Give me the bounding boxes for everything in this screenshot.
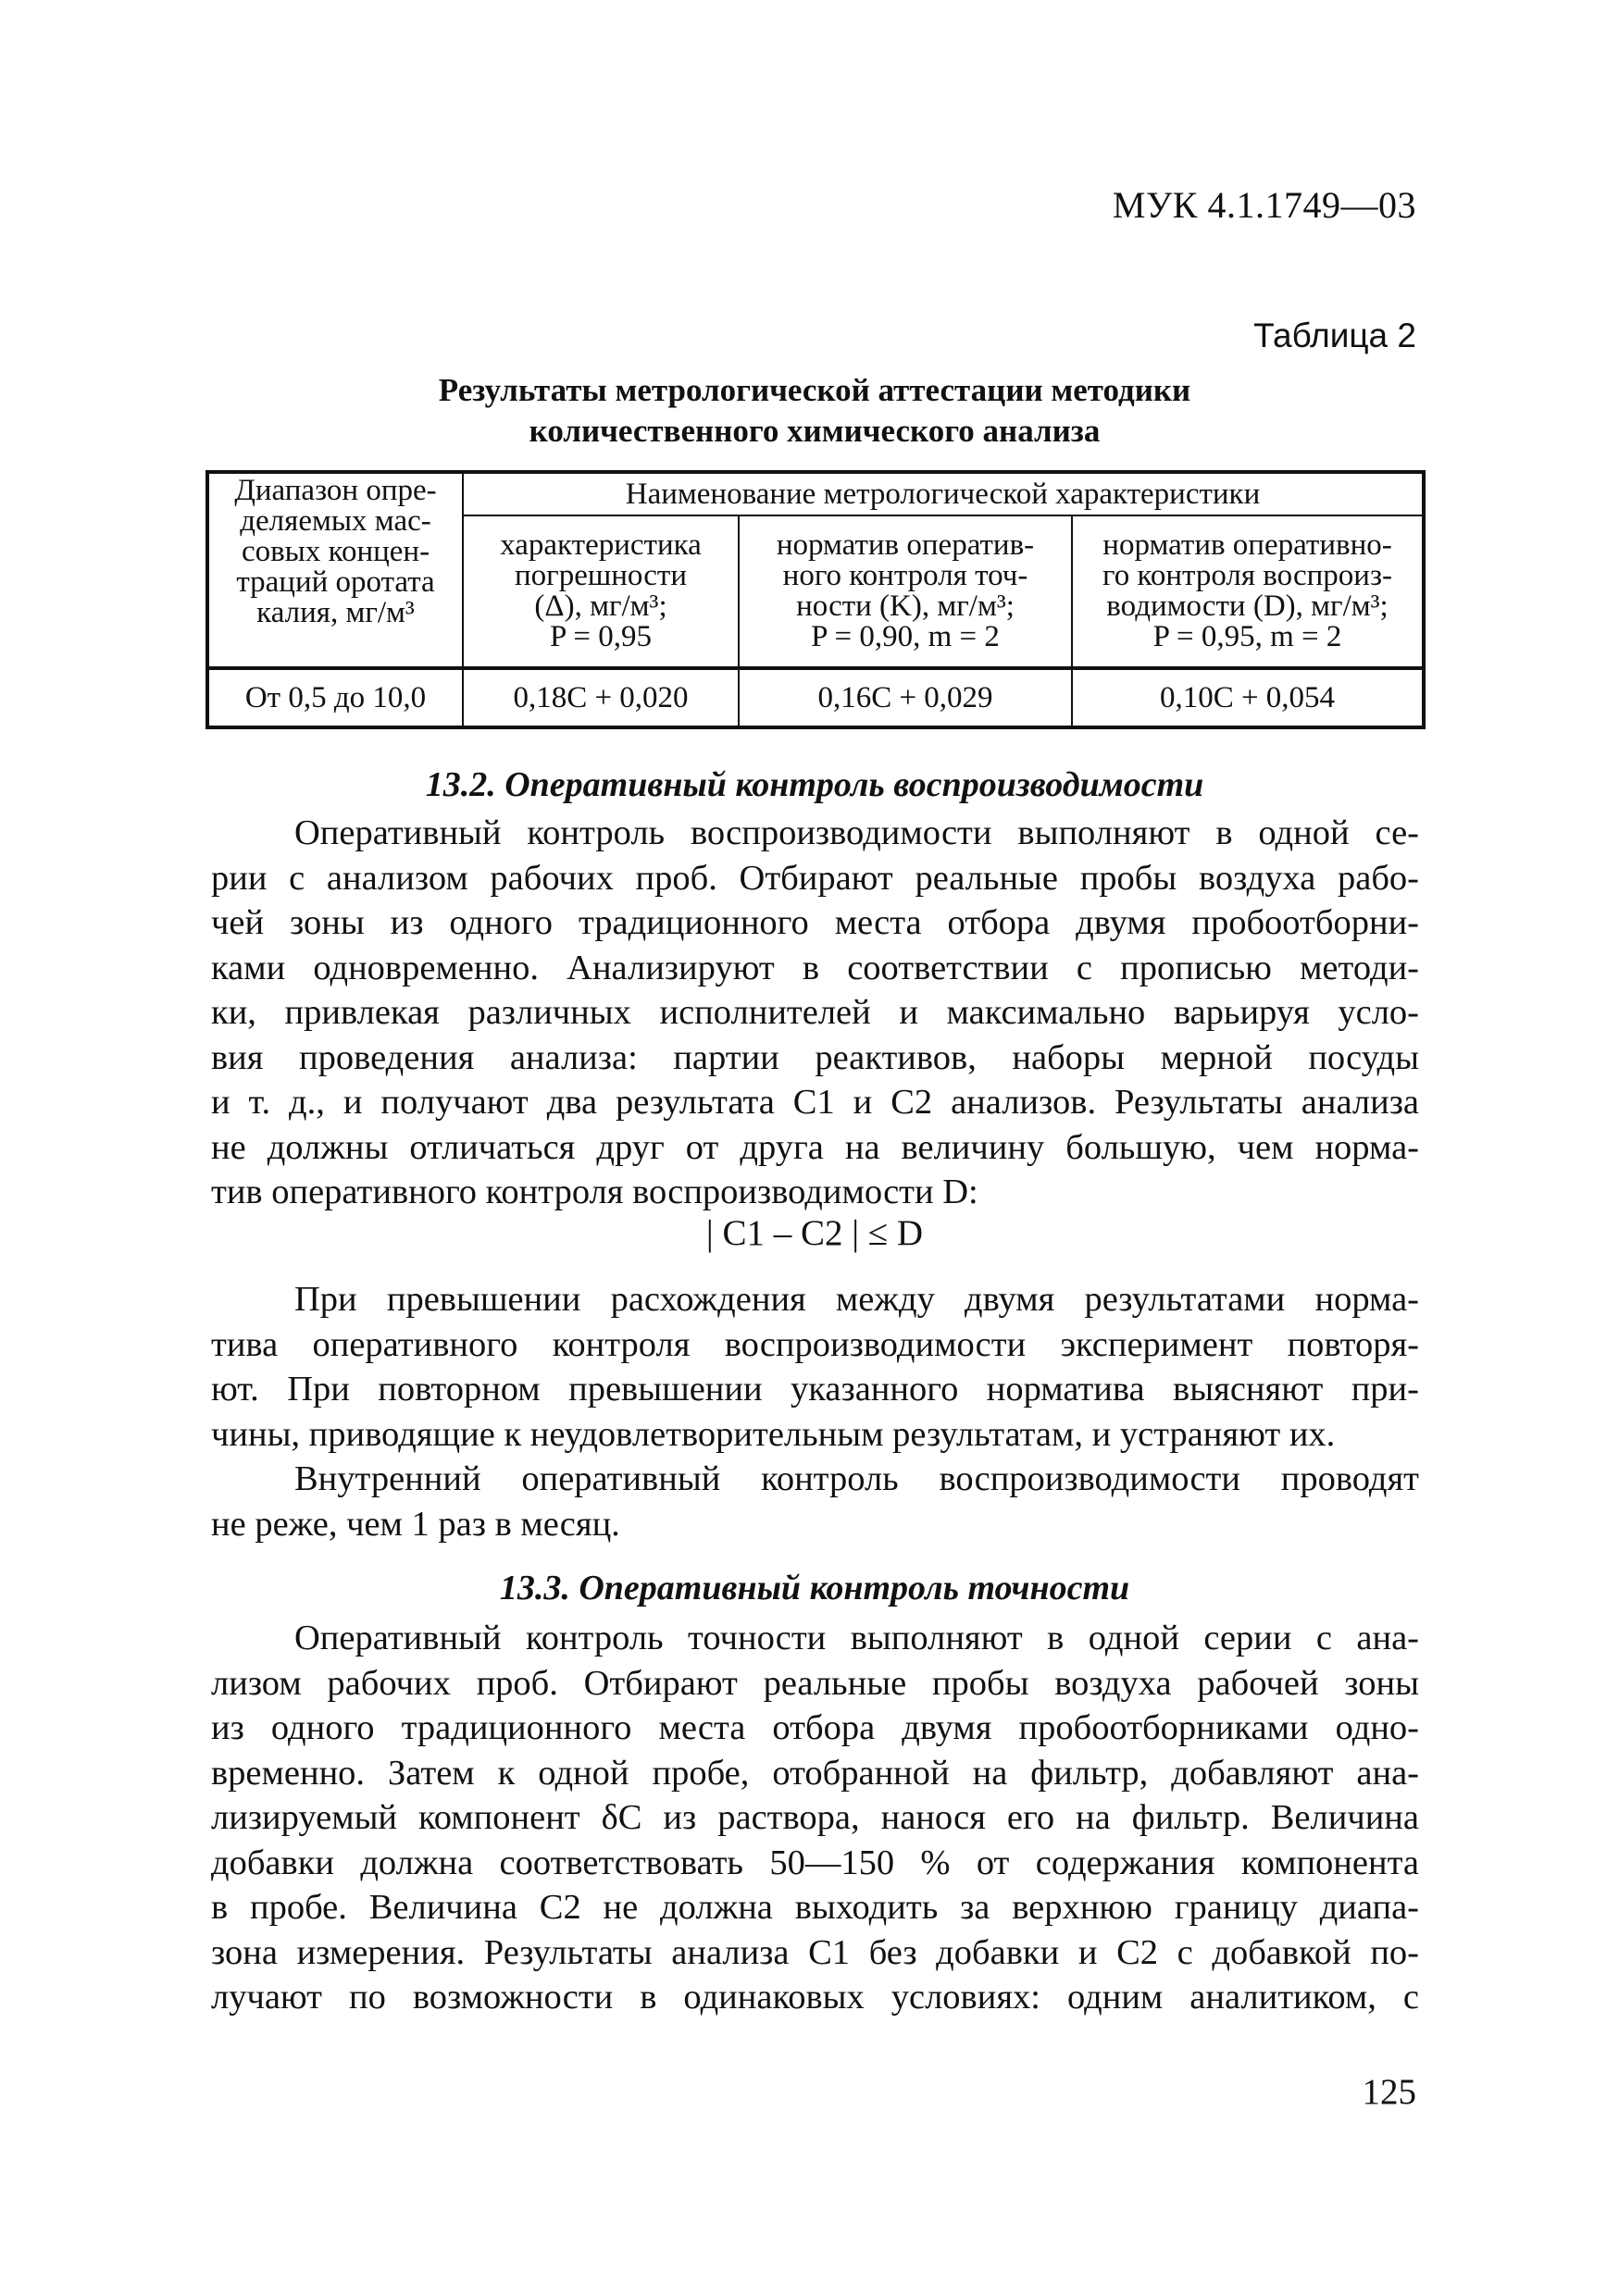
error-value-cell: 0,18C + 0,020 xyxy=(463,668,739,727)
paragraph-reproducibility: Оперативный контроль воспроизводимости выполняют в одной се- рии с анализом рабочих проб. Отбирают реальные пробы воздуха рабо- чей зоны из одного традиционного места отбора двумя пробоотборни- ками одновременно. Анализируют в соответствии с прописью методи- ки, привлекая различных исполнителей и максимально варьируя усло- вия проведения анализа: партии реактивов, наборы мерной посуды и т. д., и получают два результата C1 и C2 анализов. Результаты анализа не должны отличаться друг от друга на величину большую, чем норма- тив оперативного контроля воспроизводимости D: xyxy=(211,813,1419,1211)
metrology-table xyxy=(205,470,1426,729)
table-caption-line: Результаты метрологической аттестации методики xyxy=(438,372,1191,408)
paragraph-repeat: При превышении расхождения между двумя результатами норма- тива оперативного контроля воспроизводимости эксперимент повторя- ют. При повторном превышении указанного норматива выясняют при- чины, приводящие к неудовлетворительным результатам, и устраняют их. xyxy=(211,1280,1419,1454)
characteristic-name-header: Наименование метрологической характеристики xyxy=(463,472,1424,515)
table-number: Таблица 2 xyxy=(1253,316,1416,354)
accuracy-value-cell: 0,16C + 0,029 xyxy=(739,668,1072,727)
paragraph-accuracy: Оперативный контроль точности выполняют в одной серии с ана- лизом рабочих проб. Отбирают реальные пробы воздуха рабочей зоны из одного традиционного места отбора двумя пробоотборниками одно- временно. Затем к одной пробе, отобранной на фильтр, добавляют ана- лизируемый компонент δC из раствора, нанося его на фильтр. Величина добавки должна соответствовать 50—150 % от содержания компонента в пробе. Величина C2 не должна выходить за верхнюю границу диапа- зона измерения. Результаты анализа C1 без добавки и C2 с добавкой по- лучают по возможности в одинаковых условиях: одним аналитиком, с xyxy=(211,1619,1419,2017)
reproducibility-norm-header: норматив оперативно- го контроля воспроиз- водимости (D), мг/м³; P = 0,95, m = 2 xyxy=(1072,515,1424,668)
table-row xyxy=(207,668,1424,727)
range-header-cell: Диапазон опре- деляемых мас- совых концен- траций оротата калия, мг/м³ xyxy=(207,472,463,668)
table-caption-line: количественного химического анализа xyxy=(529,413,1101,449)
document-code: МУК 4.1.1749—03 xyxy=(1112,184,1416,226)
page-number: 125 xyxy=(1362,2072,1416,2112)
paragraph-frequency: Внутренний оперативный контроль воспроизводимости проводят не реже, чем 1 раз в месяц. xyxy=(211,1459,1419,1544)
formula: | C1 – C2 | ≤ D xyxy=(705,1213,924,1253)
error-characteristic-header: характеристика погрешности (Δ), мг/м³; P = 0,95 xyxy=(463,515,739,668)
reproducibility-value-cell: 0,10C + 0,054 xyxy=(1072,668,1424,727)
section-heading-13-3: 13.3. Оперативный контроль точности xyxy=(499,1569,1130,1607)
accuracy-norm-header: норматив оператив- ного контроля точ- ности (K), мг/м³; P = 0,90, m = 2 xyxy=(739,515,1072,668)
range-cell: От 0,5 до 10,0 xyxy=(207,668,463,727)
section-heading-13-2: 13.2. Оперативный контроль воспроизводимости xyxy=(425,765,1204,804)
table-caption xyxy=(278,370,1351,452)
